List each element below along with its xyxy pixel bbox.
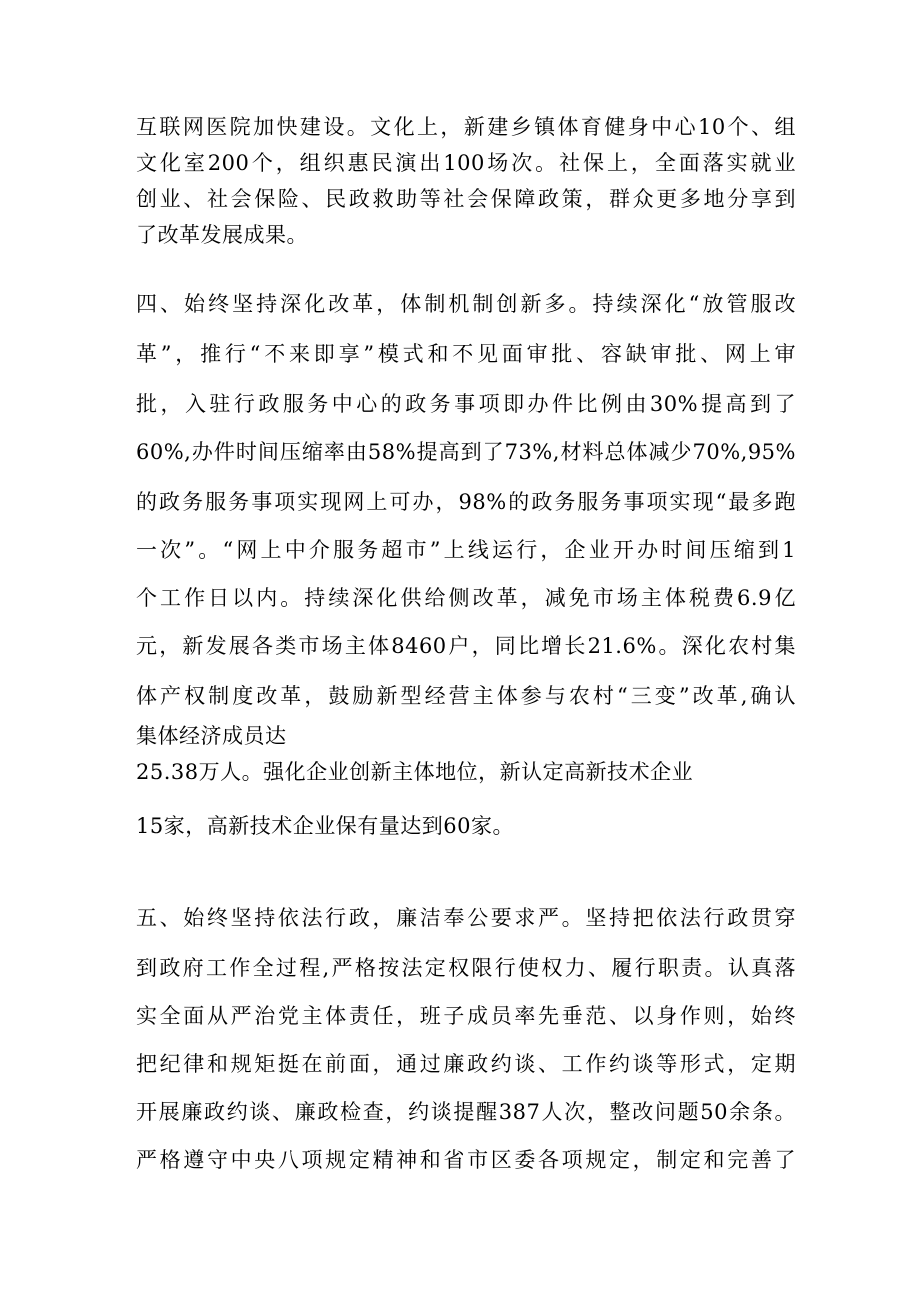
paragraph-line: 了改革发展成果。 bbox=[136, 223, 308, 247]
paragraph-line: 到政府工作全过程,严格按法定权限行使权力、履行职责。认真落 bbox=[136, 956, 796, 980]
paragraph-line: 实全面从严治党主体责任，班子成员率先垂范、以身作则，始终 bbox=[136, 1004, 796, 1028]
paragraph-line: 体产权制度改革，鼓励新型经营主体参与农村“三变”改革,确认 bbox=[136, 684, 796, 708]
paragraph-line: 把纪律和规矩挺在前面，通过廉政约谈、工作约谈等形式，定期 bbox=[136, 1052, 796, 1076]
section-heading-line: 四、始终坚持深化改革，体制机制创新多。持续深化“放管服改 bbox=[136, 292, 796, 316]
paragraph-line: 元，新发展各类市场主体8460户，同比增长21.6%。深化农村集 bbox=[136, 634, 796, 658]
paragraph-line: 革”，推行“不来即享”模式和不见面审批、容缺审批、网上审 bbox=[136, 342, 796, 366]
paragraph-line: 的政务服务事项实现网上可办，98%的政务服务事项实现“最多跑 bbox=[136, 490, 796, 514]
paragraph-line: 个工作日以内。持续深化供给侧改革，减免市场主体税费6.9亿 bbox=[136, 586, 796, 610]
paragraph-line: 创业、社会保险、民政救助等社会保障政策，群众更多地分享到 bbox=[136, 187, 796, 211]
paragraph-line: 一次”。“网上中介服务超市”上线运行，企业开办时间压缩到1 bbox=[136, 538, 796, 562]
section-heading-line: 五、始终坚持依法行政，廉洁奉公要求严。坚持把依法行政贯穿 bbox=[136, 906, 796, 930]
paragraph-line: 开展廉政约谈、廉政检查，约谈提醒387人次，整改问题50余条。 bbox=[136, 1100, 796, 1124]
paragraph-line: 集体经济成员达 bbox=[136, 724, 287, 748]
paragraph-line: 15家，高新技术企业保有量达到60家。 bbox=[136, 814, 514, 838]
paragraph-line: 严格遵守中央八项规定精神和省市区委各项规定，制定和完善了 bbox=[136, 1148, 796, 1172]
paragraph-line: 25.38万人。强化企业创新主体地位，新认定高新技术企业 bbox=[136, 760, 694, 784]
paragraph-line: 批，入驻行政服务中心的政务事项即办件比例由30%提高到了 bbox=[136, 392, 796, 416]
paragraph-line: 文化室200个，组织惠民演出100场次。社保上，全面落实就业 bbox=[136, 151, 796, 175]
paragraph-line: 60%,办件时间压缩率由58%提高到了73%,材料总体减少70%,95% bbox=[136, 440, 796, 464]
paragraph-line: 互联网医院加快建设。文化上，新建乡镇体育健身中心10个、组 bbox=[136, 115, 796, 139]
